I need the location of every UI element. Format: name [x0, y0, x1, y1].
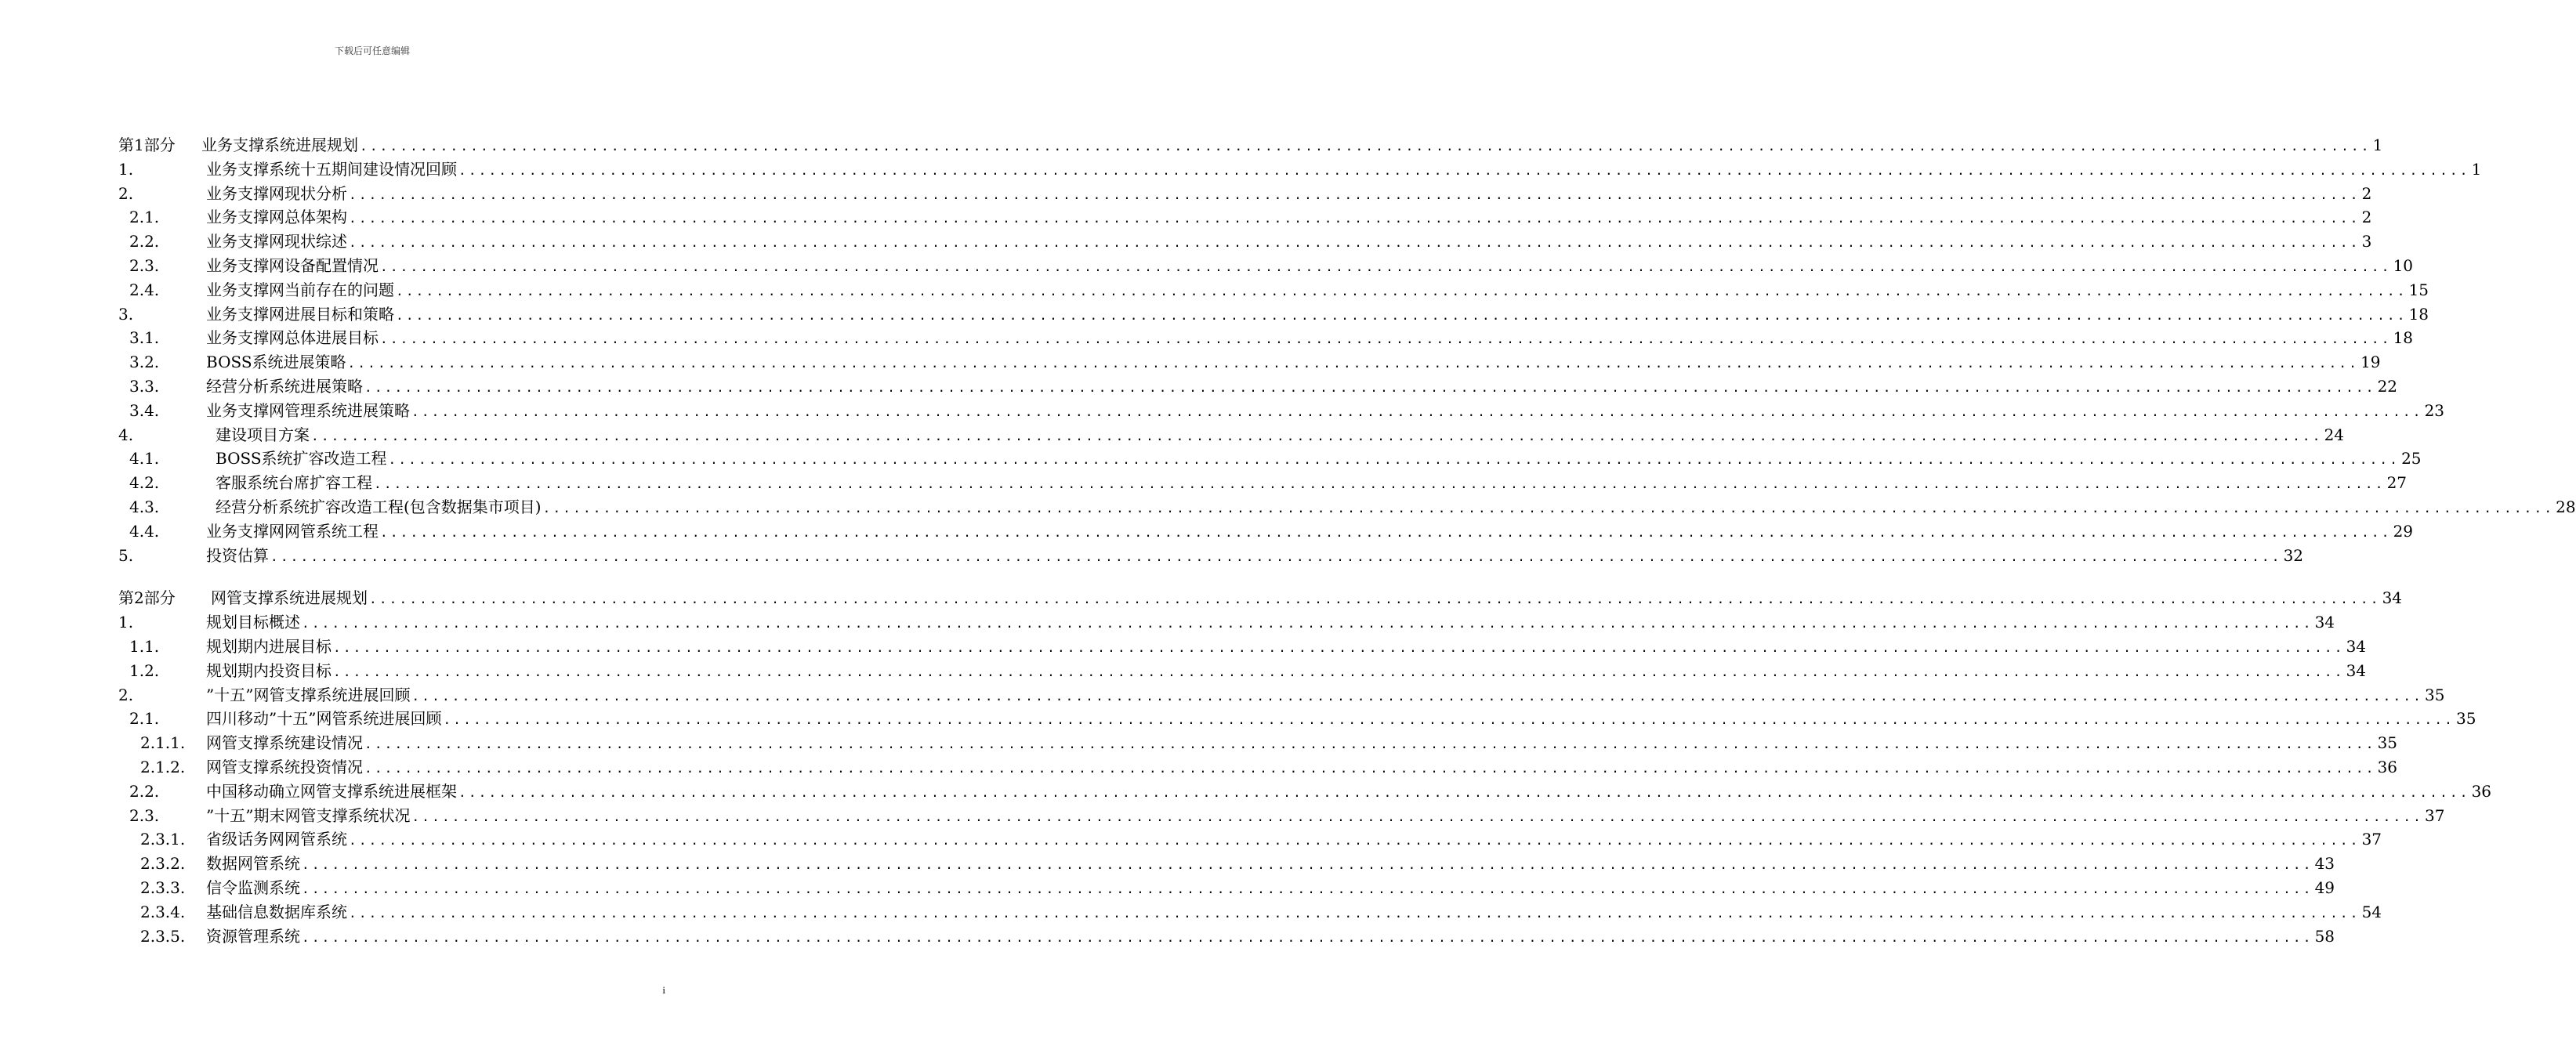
- toc-entry[interactable]: [118, 447, 2422, 471]
- toc-entry-page: 34: [2382, 588, 2403, 608]
- toc-entry-line: [206, 182, 2372, 208]
- toc-entry-title: 业务支撑网进展目标和策略: [206, 304, 394, 324]
- toc-entry-title: 业务支撑系统十五期间建设情况回顾: [206, 159, 457, 179]
- toc-entry-title: 客服系统台席扩容工程: [216, 473, 372, 493]
- toc-entry-line: [206, 254, 2414, 280]
- toc-entry-page: 58: [2314, 926, 2335, 946]
- toc-entry-page: 37: [2425, 805, 2445, 825]
- toc-entry-number: 1.2.: [129, 660, 160, 680]
- toc-entry-number: 3.1.: [129, 328, 160, 348]
- toc-entry-page: 18: [2393, 328, 2414, 348]
- toc-entry[interactable]: [118, 900, 2382, 925]
- toc-entry-page: 25: [2401, 449, 2422, 469]
- toc-entry-line: [206, 544, 2304, 570]
- toc-entry[interactable]: [118, 157, 2482, 182]
- toc-entry-line: [206, 659, 2367, 685]
- toc-entry-title: BOSS系统进展策略: [206, 353, 346, 372]
- toc-entry-title: 业务支撑网现状分析: [206, 183, 347, 203]
- toc-entry-line: [216, 423, 2345, 449]
- toc-entry-line: [206, 278, 2429, 304]
- toc-entry-title: 基础信息数据库系统: [206, 902, 347, 921]
- toc-entry-title: 业务支撑网管理系统进展策略: [206, 400, 410, 420]
- toc-entry-title: 资源管理系统: [206, 926, 300, 946]
- toc-entry-line: [206, 157, 2482, 183]
- toc-entry-line: [206, 925, 2335, 950]
- toc-entry-number: 2.3.2.: [140, 854, 186, 874]
- toc-leader-dots: ........................................................................................................................................................................................................: [364, 760, 2376, 776]
- toc-leader-dots: ........................................................................................................................................................................................................: [311, 428, 2323, 443]
- toc-entry[interactable]: [118, 925, 2335, 949]
- toc-entry-number: 3.3.: [129, 376, 160, 396]
- toc-entry-number: 2.1.1.: [140, 733, 186, 753]
- toc-entry-title: 建设项目方案: [216, 425, 310, 444]
- toc-entry-line: [206, 635, 2367, 660]
- toc-entry-page: 22: [2377, 376, 2398, 396]
- toc-entry-title: 四川移动”十五”网管系统进展回顾: [206, 709, 442, 729]
- toc-entry-page: 34: [2346, 636, 2367, 656]
- toc-entry-title: 业务支撑系统进展规划: [201, 136, 358, 154]
- toc-entry-line: [206, 755, 2398, 781]
- toc-entry-title: 规划期内投资目标: [206, 660, 332, 680]
- toc-entry-number: 第1部分: [118, 136, 176, 154]
- toc-entry-title: 业务支撑网设备配置情况: [206, 255, 379, 275]
- toc-entry-title: 经营分析系统进展策略: [206, 376, 363, 396]
- toc-leader-dots: ........................................................................................................................................................................................................: [458, 784, 2470, 800]
- toc-entry[interactable]: [118, 827, 2382, 852]
- toc-entry-page: 35: [2377, 733, 2398, 753]
- toc-entry-number: 2.2.: [129, 781, 160, 801]
- toc-entry-page: 34: [2346, 660, 2367, 680]
- toc-entry[interactable]: [118, 302, 2429, 327]
- toc-entry[interactable]: [118, 182, 2372, 206]
- toc-entry-page: 29: [2393, 521, 2414, 541]
- page-number: i: [662, 984, 665, 996]
- toc-entry-page: 36: [2471, 781, 2492, 801]
- toc-entry-line: [206, 876, 2335, 902]
- toc-entry-title: 数据网管系统: [206, 854, 300, 874]
- toc-entry-title: 省级话务网网管系统: [206, 830, 347, 849]
- toc-entry[interactable]: [118, 399, 2445, 423]
- toc-entry[interactable]: [118, 659, 2367, 683]
- toc-entry-line: [206, 804, 2445, 830]
- toc-entry-page: 49: [2314, 878, 2335, 897]
- toc-leader-dots: ........................................................................................................................................................................................................: [349, 833, 2360, 849]
- toc-entry-line: [216, 447, 2422, 472]
- toc-entry-page: 10: [2393, 255, 2414, 275]
- toc-entry-page: 1: [2372, 136, 2383, 154]
- toc-entry-page: 36: [2377, 757, 2398, 776]
- toc-entry[interactable]: [118, 635, 2367, 659]
- toc-entry-page: 2: [2361, 183, 2372, 203]
- toc-entry-title: ”十五”网管支撑系统进展回顾: [206, 685, 411, 704]
- toc-entry-line: [206, 230, 2372, 255]
- toc-entry[interactable]: [118, 586, 2403, 610]
- toc-entry-page: 23: [2424, 400, 2445, 420]
- toc-entry-line: [206, 350, 2381, 376]
- toc-entry[interactable]: [118, 852, 2335, 876]
- toc-entry-page: 3: [2361, 232, 2372, 251]
- toc-entry-line: [206, 852, 2335, 878]
- toc-entry-number: 2.3.4.: [140, 902, 186, 921]
- toc-entry-title: 网管支撑系统投资情况: [206, 757, 363, 776]
- toc-leader-dots: ........................................................................................................................................................................................................: [542, 500, 2555, 516]
- toc-entry-title: 投资估算: [206, 545, 269, 565]
- toc-entry-page: 34: [2314, 613, 2335, 632]
- toc-leader-dots: ........................................................................................................................................................................................................: [411, 688, 2424, 704]
- toc-leader-dots: ........................................................................................................................................................................................................: [302, 929, 2313, 945]
- toc-entry[interactable]: [118, 495, 2576, 519]
- toc-entry-page: 1: [2471, 159, 2482, 179]
- toc-entry-title: 业务支撑网总体架构: [206, 208, 347, 227]
- toc-leader-dots: ........................................................................................................................................................................................................: [302, 857, 2313, 873]
- toc-entry-title: 网管支撑系统进展规划: [211, 588, 368, 608]
- toc-leader-dots: ........................................................................................................................................................................................................: [380, 259, 2392, 274]
- toc-entry-title: 业务支撑网当前存在的问题: [206, 280, 394, 299]
- toc-entry-line: [206, 326, 2414, 352]
- toc-leader-dots: ........................................................................................................................................................................................................: [349, 186, 2360, 202]
- toc-leader-dots: ........................................................................................................................................................................................................: [369, 592, 2381, 607]
- toc-entry-page: 24: [2324, 425, 2345, 444]
- toc-leader-dots: ........................................................................................................................................................................................................: [380, 331, 2392, 347]
- toc-entry-number: 2.: [118, 183, 134, 203]
- toc-entry[interactable]: [118, 707, 2476, 731]
- toc-entry[interactable]: [118, 133, 2383, 157]
- toc-entry-number: 3.2.: [129, 353, 160, 372]
- toc-entry-page: 27: [2386, 473, 2408, 493]
- toc-entry-title: 业务支撑网现状综述: [206, 232, 347, 251]
- toc-entry-page: 54: [2361, 902, 2382, 921]
- toc-entry-line: [206, 302, 2429, 328]
- toc-entry-line: [206, 683, 2445, 709]
- toc-entry-title: 规划目标概述: [206, 613, 300, 632]
- toc-entry-title: 业务支撑网总体进展目标: [206, 328, 379, 348]
- toc-entry-number: 4.: [118, 425, 134, 444]
- toc-entry-number: 2.1.: [129, 709, 160, 729]
- toc-entry-title: 规划期内进展目标: [206, 636, 332, 656]
- toc-entry-page: 18: [2408, 304, 2429, 324]
- toc-entry-number: 1.1.: [129, 636, 160, 656]
- toc-entry-number: 3.4.: [129, 400, 160, 420]
- toc-entry-number: 2.1.: [129, 208, 160, 227]
- toc-entry[interactable]: [118, 205, 2372, 230]
- toc-entry-page: 35: [2425, 685, 2445, 704]
- toc-entry-line: [206, 731, 2398, 757]
- toc-entry-number: 2.3.: [129, 805, 160, 825]
- toc-entry-line: [206, 375, 2398, 400]
- toc-entry[interactable]: [118, 683, 2445, 707]
- toc-leader-dots: ........................................................................................................................................................................................................: [380, 524, 2392, 540]
- toc-entry-page: 2: [2361, 208, 2372, 227]
- toc-entry-number: 2.3.5.: [140, 926, 186, 946]
- toc-entry[interactable]: [118, 544, 2304, 568]
- toc-leader-dots: ........................................................................................................................................................................................................: [411, 403, 2423, 419]
- toc-leader-dots: ........................................................................................................................................................................................................: [302, 881, 2313, 896]
- toc-entry-number: 2.3.1.: [140, 830, 186, 849]
- toc-entry-title: ”十五”期末网管支撑系统状况: [206, 805, 411, 825]
- toc-entry-number: 1.: [118, 613, 134, 632]
- toc-entry-number: 2.3.: [129, 255, 160, 275]
- toc-leader-dots: ........................................................................................................................................................................................................: [364, 379, 2376, 395]
- toc-entry-number: 5.: [118, 545, 134, 565]
- toc-entry-line: [206, 399, 2445, 425]
- toc-entry-line: [206, 707, 2476, 733]
- toc-leader-dots: ........................................................................................................................................................................................................: [333, 639, 2345, 655]
- toc-entry[interactable]: [118, 804, 2445, 828]
- toc-leader-dots: ........................................................................................................................................................................................................: [396, 307, 2408, 323]
- toc-entry[interactable]: [118, 519, 2414, 544]
- toc-entry-number: 4.3.: [129, 497, 160, 516]
- toc-entry-page: 28: [2556, 497, 2576, 516]
- toc-entry[interactable]: [118, 731, 2398, 755]
- toc-entry-number: 4.1.: [129, 449, 160, 469]
- toc-leader-dots: ........................................................................................................................................................................................................: [347, 356, 2360, 371]
- toc-leader-dots: ........................................................................................................................................................................................................: [411, 809, 2424, 824]
- toc-entry-number: 3.: [118, 304, 134, 324]
- toc-leader-dots: ........................................................................................................................................................................................................: [333, 664, 2345, 679]
- toc-entry-line: [206, 827, 2382, 853]
- toc-entry-line: [201, 133, 2383, 159]
- toc-entry[interactable]: [118, 326, 2414, 350]
- toc-leader-dots: ........................................................................................................................................................................................................: [349, 905, 2360, 921]
- toc-entry-number: 4.2.: [129, 473, 160, 493]
- toc-entry[interactable]: [118, 876, 2335, 900]
- toc-entry[interactable]: [118, 254, 2414, 278]
- toc-entry-number: 2.: [118, 685, 134, 704]
- toc-leader-dots: ........................................................................................................................................................................................................: [374, 476, 2386, 492]
- toc-entry[interactable]: [118, 755, 2398, 780]
- toc-entry-number: 1.: [118, 159, 134, 179]
- toc-entry-title: 网管支撑系统建设情况: [206, 733, 363, 753]
- toc-entry-number: 4.4.: [129, 521, 160, 541]
- header-note: 下载后可任意编辑: [334, 45, 410, 56]
- toc-entry-number: 2.1.2.: [140, 757, 186, 776]
- toc-leader-dots: ........................................................................................................................................................................................................: [349, 211, 2360, 226]
- toc-entry[interactable]: [118, 780, 2492, 804]
- toc-leader-dots: ........................................................................................................................................................................................................: [443, 712, 2455, 728]
- toc-entry[interactable]: [118, 471, 2408, 495]
- toc-leader-dots: ........................................................................................................................................................................................................: [458, 162, 2470, 178]
- toc-entry[interactable]: [118, 423, 2345, 447]
- toc-entry-title: 经营分析系统扩容改造工程(包含数据集市项目): [216, 497, 542, 516]
- toc-entry-page: 15: [2408, 280, 2429, 299]
- toc-entry-line: [211, 586, 2403, 612]
- toc-entry-page: 35: [2456, 709, 2476, 729]
- toc-entry-title: 中国移动确立网管支撑系统进展框架: [206, 781, 457, 801]
- toc-leader-dots: ........................................................................................................................................................................................................: [364, 736, 2376, 752]
- toc-leader-dots: ........................................................................................................................................................................................................: [270, 548, 2282, 564]
- toc-leader-dots: ........................................................................................................................................................................................................: [302, 616, 2313, 631]
- toc-entry-line: [206, 519, 2414, 545]
- toc-entry-title: 信令监测系统: [206, 878, 300, 897]
- toc-entry-title: BOSS系统扩容改造工程: [216, 449, 387, 469]
- table-of-contents: [118, 133, 2576, 948]
- toc-entry[interactable]: [118, 610, 2335, 635]
- toc-entry-page: 19: [2360, 353, 2381, 372]
- toc-entry-page: 43: [2314, 854, 2335, 874]
- section-gap: [118, 567, 665, 586]
- toc-entry-page: 37: [2361, 830, 2382, 849]
- toc-entry-line: [206, 205, 2372, 231]
- toc-entry-number: 第2部分: [118, 588, 176, 608]
- toc-entry-line: [216, 495, 2576, 521]
- toc-leader-dots: ........................................................................................................................................................................................................: [349, 235, 2360, 251]
- toc-leader-dots: ........................................................................................................................................................................................................: [388, 452, 2400, 468]
- toc-entry-number: 2.3.3.: [140, 878, 186, 897]
- toc-entry-number: 2.4.: [129, 280, 160, 299]
- toc-entry-title: 业务支撑网网管系统工程: [206, 521, 379, 541]
- toc-leader-dots: ........................................................................................................................................................................................................: [360, 139, 2371, 154]
- toc-entry-line: [216, 471, 2408, 497]
- toc-entry-line: [206, 780, 2492, 805]
- toc-entry-line: [206, 900, 2382, 926]
- toc-entry[interactable]: [118, 230, 2372, 254]
- toc-entry-page: 32: [2283, 545, 2304, 565]
- toc-leader-dots: ........................................................................................................................................................................................................: [396, 283, 2408, 299]
- toc-entry[interactable]: [118, 375, 2398, 399]
- toc-entry-number: 2.2.: [129, 232, 160, 251]
- toc-entry[interactable]: [118, 350, 2381, 375]
- toc-entry-line: [206, 610, 2335, 636]
- toc-entry[interactable]: [118, 278, 2429, 302]
